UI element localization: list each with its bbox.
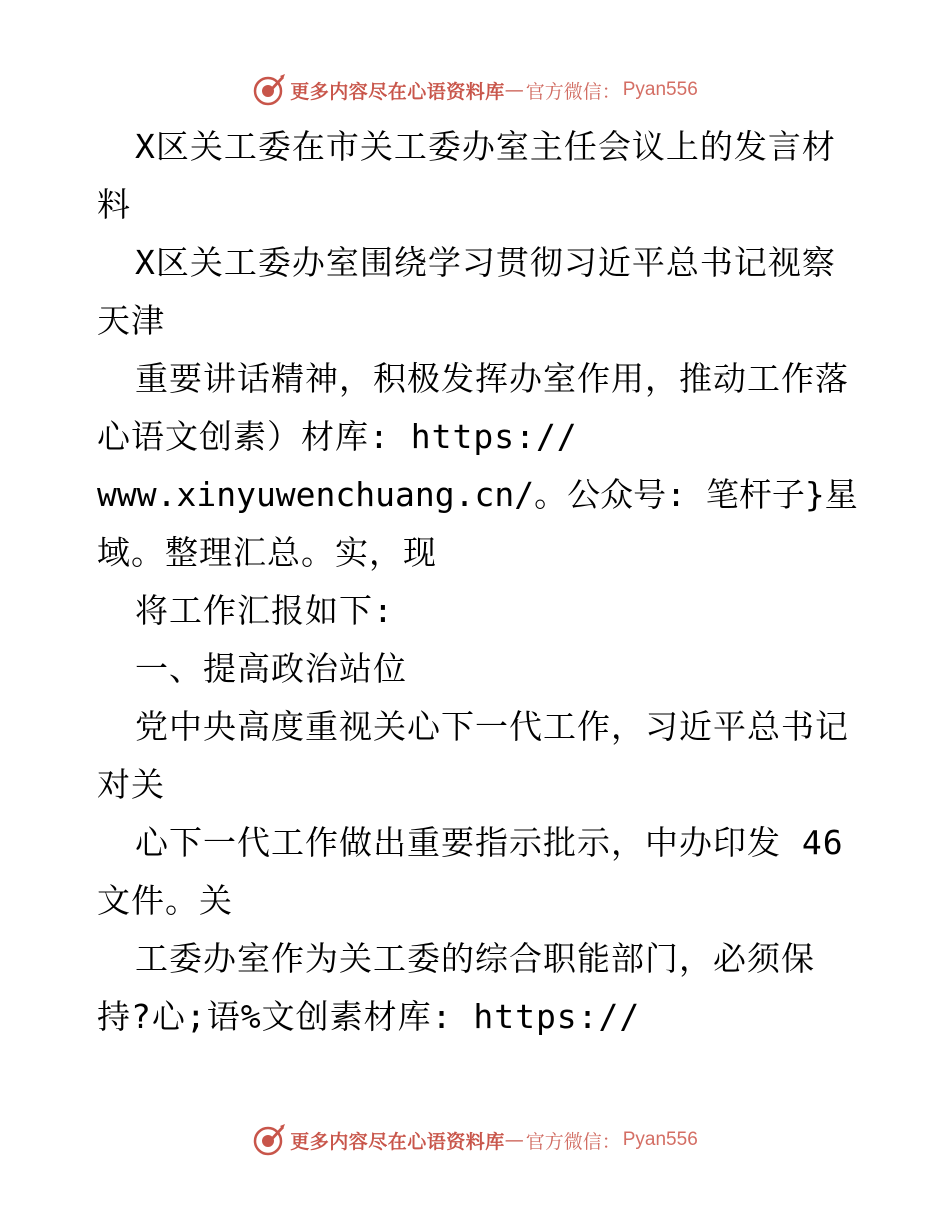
pen-circle-logo-icon — [252, 73, 286, 107]
document-line: 重要讲话精神，积极发挥办室作用，推动工作落 — [135, 359, 849, 398]
document-line: 文件。关 — [97, 881, 233, 920]
document-line: X区关工委在市关工委办室主任会议上的发言材 — [135, 127, 836, 166]
watermark-wechat-handle: Pyan556 — [622, 79, 698, 100]
document-line: X区关工委办室围绕学习贯彻习近平总书记视察 — [135, 243, 836, 282]
watermark-wechat-label: 官方微信： — [525, 1130, 621, 1153]
document-line: 心下一代工作做出重要指示批示，中办印发 46 — [135, 823, 844, 862]
document-line: 天津 — [97, 301, 165, 340]
watermark-dash: — — [504, 1129, 524, 1151]
document-line: 将工作汇报如下: — [135, 591, 394, 630]
document-line: www.xinyuwenchuang.cn/。公众号: 笔杆子}星 — [97, 475, 858, 514]
document-line: 一、提高政治站位 — [135, 649, 407, 688]
document-line: 心语文创素）材库: https:// — [97, 417, 578, 456]
document-line: 对关 — [97, 765, 165, 804]
watermark-dash: — — [504, 79, 524, 101]
document-line: 工委办室作为关工委的综合职能部门，必须保 — [135, 939, 815, 978]
document-line: 党中央高度重视关心下一代工作，习近平总书记 — [135, 707, 849, 746]
watermark-banner-bottom — [0, 1120, 950, 1160]
watermark-wechat-handle: Pyan556 — [622, 1129, 698, 1150]
document-line: 域。整理汇总。实，现 — [97, 533, 437, 572]
watermark-banner-top — [0, 70, 950, 110]
watermark-main-text: 更多内容尽在心语资料库 — [290, 80, 505, 103]
watermark-wechat-label: 官方微信： — [525, 80, 621, 103]
pen-circle-logo-icon — [252, 1123, 286, 1157]
document-body — [97, 118, 857, 1046]
document-line: 持?心;语%文创素材库: https:// — [97, 997, 641, 1036]
watermark-main-text: 更多内容尽在心语资料库 — [290, 1130, 505, 1153]
document-line: 料 — [97, 185, 131, 224]
